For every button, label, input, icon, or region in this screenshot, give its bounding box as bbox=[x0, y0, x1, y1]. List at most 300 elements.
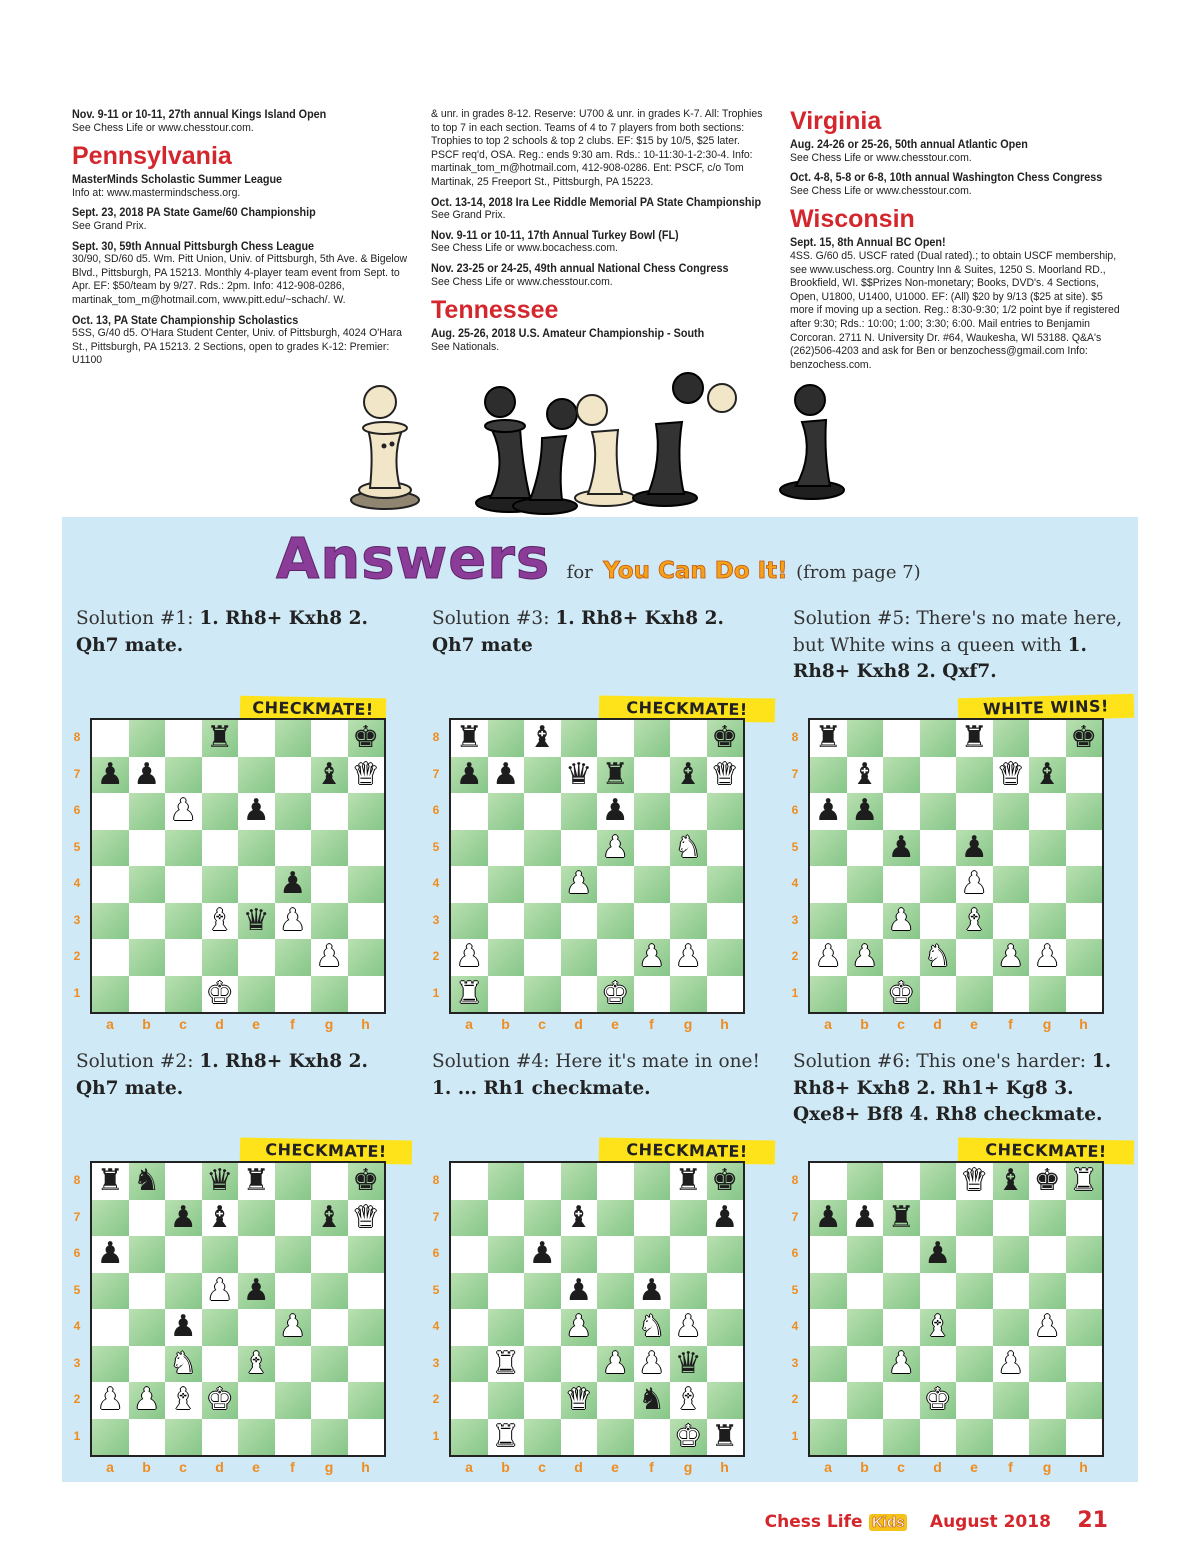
solution-5-text bbox=[793, 606, 1138, 686]
white-rook-icon: ♜ bbox=[492, 1418, 520, 1454]
event-body: See Nationals. bbox=[431, 340, 500, 353]
square-f5 bbox=[993, 830, 1030, 867]
file-label: d bbox=[215, 1016, 224, 1032]
event bbox=[72, 240, 412, 308]
square-d8 bbox=[202, 720, 239, 757]
square-h3 bbox=[348, 903, 385, 940]
square-e8 bbox=[956, 1163, 993, 1200]
square-b3 bbox=[129, 903, 166, 940]
rank-label: 7 bbox=[791, 766, 799, 781]
square-f2 bbox=[275, 939, 312, 976]
square-g1 bbox=[311, 976, 348, 1013]
rank-label: 5 bbox=[432, 1282, 440, 1297]
chess-board-solution-1 bbox=[70, 718, 386, 1040]
square-d8 bbox=[920, 1163, 957, 1200]
square-a5 bbox=[810, 830, 847, 867]
square-g7 bbox=[670, 757, 707, 794]
rank-label: 1 bbox=[432, 1428, 440, 1443]
square-e5 bbox=[597, 830, 634, 867]
file-label: g bbox=[683, 1459, 693, 1475]
board-grid bbox=[808, 718, 1104, 1014]
square-c7 bbox=[524, 1200, 561, 1237]
square-d5 bbox=[202, 1273, 239, 1310]
black-rook-icon: ♜ bbox=[455, 720, 483, 756]
white-rook-icon: ♜ bbox=[492, 1345, 520, 1381]
rank-label: 8 bbox=[432, 1173, 440, 1188]
file-label: c bbox=[897, 1016, 905, 1032]
file-label: f bbox=[1008, 1459, 1013, 1475]
black-bishop-icon: ♝ bbox=[565, 1199, 593, 1235]
black-pawn-right bbox=[633, 373, 736, 506]
square-b8 bbox=[488, 720, 525, 757]
square-f7 bbox=[993, 1200, 1030, 1237]
solution-moves: 1. ... Rh1 checkmate. bbox=[432, 1077, 651, 1099]
square-e6 bbox=[597, 1236, 634, 1273]
solution-label: Solution #1: bbox=[76, 608, 194, 629]
rank-label: 5 bbox=[791, 839, 799, 854]
square-e5 bbox=[238, 1273, 275, 1310]
black-pawn-icon: ♟ bbox=[133, 756, 161, 792]
square-h1 bbox=[348, 1419, 385, 1456]
square-h7 bbox=[1066, 1200, 1103, 1237]
event-body: See Chess Life or www.chesstour.com. bbox=[790, 184, 972, 197]
square-e6 bbox=[238, 793, 275, 830]
square-h7 bbox=[348, 1200, 385, 1237]
square-e7 bbox=[956, 1200, 993, 1237]
square-c3 bbox=[165, 1346, 202, 1383]
white-pawn-icon: ♟ bbox=[133, 1382, 161, 1418]
rank-label: 2 bbox=[432, 1392, 440, 1407]
square-f5 bbox=[275, 1273, 312, 1310]
checkmate-banner: CHECKMATE! bbox=[599, 695, 775, 722]
file-label: d bbox=[933, 1459, 942, 1475]
black-bishop-icon: ♝ bbox=[315, 1199, 343, 1235]
event bbox=[431, 327, 771, 354]
white-pawn-icon: ♟ bbox=[674, 939, 702, 975]
black-king-icon: ♚ bbox=[711, 720, 739, 756]
rank-label: 7 bbox=[791, 1209, 799, 1224]
square-a8 bbox=[810, 720, 847, 757]
event-body: See Chess Life or www.chesstour.com. bbox=[431, 275, 613, 288]
square-h1 bbox=[707, 976, 744, 1013]
file-label: c bbox=[538, 1016, 546, 1032]
black-pawn-icon: ♟ bbox=[960, 829, 988, 865]
square-f3 bbox=[993, 1346, 1030, 1383]
solution-label: Solution #3: bbox=[432, 608, 550, 629]
rank-label: 6 bbox=[432, 1246, 440, 1261]
black-pawn-icon: ♟ bbox=[851, 1199, 879, 1235]
black-rook-icon: ♜ bbox=[814, 720, 842, 756]
event-head: Nov. 9-11 or 10-11, 17th Annual Turkey Bowl (FL) bbox=[431, 227, 679, 242]
square-a5 bbox=[810, 1273, 847, 1310]
square-h2 bbox=[348, 939, 385, 976]
black-pawn-icon: ♟ bbox=[279, 866, 307, 902]
square-a7 bbox=[451, 757, 488, 794]
square-g5 bbox=[670, 1273, 707, 1310]
square-d2 bbox=[920, 939, 957, 976]
event bbox=[431, 196, 771, 223]
black-bishop-icon: ♝ bbox=[315, 756, 343, 792]
square-e2 bbox=[597, 1382, 634, 1419]
square-d4 bbox=[561, 1309, 598, 1346]
listings-col2 bbox=[431, 108, 771, 360]
square-c6 bbox=[524, 1236, 561, 1273]
square-f6 bbox=[993, 793, 1030, 830]
event bbox=[72, 206, 412, 233]
checkmate-banner: CHECKMATE! bbox=[240, 696, 386, 723]
file-label: b bbox=[860, 1459, 869, 1475]
square-a6 bbox=[810, 793, 847, 830]
square-a3 bbox=[92, 1346, 129, 1383]
square-f2 bbox=[993, 1382, 1030, 1419]
square-c6 bbox=[524, 793, 561, 830]
square-c8 bbox=[524, 720, 561, 757]
square-c4 bbox=[524, 1309, 561, 1346]
square-e1 bbox=[238, 1419, 275, 1456]
square-a4 bbox=[451, 1309, 488, 1346]
square-a4 bbox=[451, 866, 488, 903]
square-c5 bbox=[524, 830, 561, 867]
solution-label: Solution #4: bbox=[432, 1051, 550, 1072]
black-pawn-icon: ♟ bbox=[851, 793, 879, 829]
answers-from-page: (from page 7) bbox=[796, 562, 921, 583]
square-a6 bbox=[92, 1236, 129, 1273]
listings-col1 bbox=[72, 108, 412, 374]
file-label: c bbox=[179, 1459, 187, 1475]
square-c3 bbox=[165, 903, 202, 940]
square-e3 bbox=[956, 1346, 993, 1383]
white-pawn-icon: ♟ bbox=[1033, 939, 1061, 975]
square-e6 bbox=[597, 793, 634, 830]
state-heading-wisconsin: Wisconsin bbox=[790, 205, 915, 234]
black-pawn-icon: ♟ bbox=[455, 756, 483, 792]
event-head: Sept. 15, 8th Annual BC Open! bbox=[790, 235, 946, 250]
white-king-icon: ♚ bbox=[206, 1382, 234, 1418]
rank-label: 1 bbox=[73, 985, 81, 1000]
rank-label: 4 bbox=[73, 876, 81, 891]
square-c8 bbox=[883, 720, 920, 757]
cream-pawn-character bbox=[351, 386, 419, 509]
square-b5 bbox=[129, 1273, 166, 1310]
square-d3 bbox=[920, 903, 957, 940]
board-grid bbox=[90, 718, 386, 1014]
square-g1 bbox=[670, 1419, 707, 1456]
square-g8 bbox=[1029, 720, 1066, 757]
square-b5 bbox=[847, 830, 884, 867]
square-e4 bbox=[956, 1309, 993, 1346]
square-g8 bbox=[311, 1163, 348, 1200]
black-pawn-icon: ♟ bbox=[924, 1236, 952, 1272]
rank-label: 5 bbox=[73, 1282, 81, 1297]
event-continued bbox=[431, 108, 771, 190]
white-king-icon: ♚ bbox=[887, 975, 915, 1011]
square-d4 bbox=[202, 866, 239, 903]
square-g8 bbox=[670, 1163, 707, 1200]
square-e2 bbox=[597, 939, 634, 976]
square-d4 bbox=[920, 866, 957, 903]
file-label: a bbox=[106, 1016, 114, 1032]
square-g5 bbox=[670, 830, 707, 867]
black-rook-icon: ♜ bbox=[711, 1418, 739, 1454]
square-b2 bbox=[847, 939, 884, 976]
file-label: e bbox=[611, 1459, 619, 1475]
rank-label: 1 bbox=[791, 985, 799, 1000]
square-f8 bbox=[275, 720, 312, 757]
square-c8 bbox=[883, 1163, 920, 1200]
square-h7 bbox=[707, 1200, 744, 1237]
rank-label: 2 bbox=[791, 1392, 799, 1407]
square-a1 bbox=[810, 976, 847, 1013]
square-g5 bbox=[1029, 830, 1066, 867]
file-label: f bbox=[649, 1016, 654, 1032]
square-f1 bbox=[275, 976, 312, 1013]
white-pawn-icon: ♟ bbox=[997, 939, 1025, 975]
black-rook-icon: ♜ bbox=[206, 720, 234, 756]
white-pawn-icon: ♟ bbox=[960, 866, 988, 902]
solution-label: Solution #5: bbox=[793, 608, 911, 629]
rank-label: 4 bbox=[791, 1319, 799, 1334]
black-pawn-icon: ♟ bbox=[565, 1272, 593, 1308]
white-knight-icon: ♞ bbox=[674, 829, 702, 865]
square-d3 bbox=[202, 1346, 239, 1383]
square-h5 bbox=[348, 830, 385, 867]
square-h4 bbox=[1066, 1309, 1103, 1346]
rank-label: 1 bbox=[73, 1428, 81, 1443]
square-h8 bbox=[1066, 720, 1103, 757]
square-c2 bbox=[524, 939, 561, 976]
square-a8 bbox=[451, 1163, 488, 1200]
square-d1 bbox=[561, 976, 598, 1013]
file-label: h bbox=[361, 1016, 370, 1032]
white-bishop-icon: ♝ bbox=[242, 1345, 270, 1381]
black-pawn-icon: ♟ bbox=[169, 1309, 197, 1345]
square-h7 bbox=[348, 757, 385, 794]
solution-moves: 1. Rh8+ Kxh8 2. Qh7 mate. bbox=[76, 608, 368, 656]
square-d7 bbox=[561, 1200, 598, 1237]
square-g6 bbox=[670, 1236, 707, 1273]
white-knight-icon: ♞ bbox=[169, 1345, 197, 1381]
white-pawn-icon: ♟ bbox=[887, 1345, 915, 1381]
square-d1 bbox=[920, 976, 957, 1013]
state-heading-virginia: Virginia bbox=[790, 107, 882, 135]
square-h3 bbox=[707, 1346, 744, 1383]
square-f1 bbox=[634, 1419, 671, 1456]
square-b6 bbox=[488, 1236, 525, 1273]
square-b7 bbox=[488, 757, 525, 794]
square-b8 bbox=[847, 1163, 884, 1200]
white-king-icon: ♚ bbox=[924, 1382, 952, 1418]
square-c7 bbox=[165, 1200, 202, 1237]
square-a5 bbox=[92, 1273, 129, 1310]
chess-board-solution-6 bbox=[788, 1161, 1104, 1483]
square-d1 bbox=[920, 1419, 957, 1456]
square-d2 bbox=[202, 1382, 239, 1419]
square-c3 bbox=[883, 1346, 920, 1383]
square-c1 bbox=[524, 1419, 561, 1456]
board-grid bbox=[90, 1161, 386, 1457]
event-body: Info at: www.mastermindschess.org. bbox=[72, 186, 241, 199]
square-h3 bbox=[707, 903, 744, 940]
white-king-icon: ♚ bbox=[206, 975, 234, 1011]
square-g7 bbox=[1029, 1200, 1066, 1237]
square-g4 bbox=[311, 1309, 348, 1346]
white-queen-icon: ♛ bbox=[565, 1382, 593, 1418]
black-pawn-icon: ♟ bbox=[242, 1272, 270, 1308]
black-pawn-icon: ♟ bbox=[96, 1236, 124, 1272]
square-a2 bbox=[810, 1382, 847, 1419]
square-h5 bbox=[1066, 830, 1103, 867]
rank-label: 5 bbox=[432, 839, 440, 854]
file-label: h bbox=[1079, 1459, 1088, 1475]
white-bishop-icon: ♝ bbox=[169, 1382, 197, 1418]
rank-label: 2 bbox=[73, 1392, 81, 1407]
rank-label: 7 bbox=[73, 1209, 81, 1224]
square-c8 bbox=[165, 1163, 202, 1200]
square-b4 bbox=[488, 866, 525, 903]
rank-label: 8 bbox=[791, 1173, 799, 1188]
square-g1 bbox=[1029, 1419, 1066, 1456]
square-a1 bbox=[92, 976, 129, 1013]
state-heading-tennessee: Tennessee bbox=[431, 296, 559, 325]
event-head: Aug. 24-26 or 25-26, 50th annual Atlantic Open bbox=[790, 137, 1028, 151]
event bbox=[790, 236, 1130, 372]
rank-label: 7 bbox=[73, 766, 81, 781]
square-a7 bbox=[810, 757, 847, 794]
square-d6 bbox=[920, 793, 957, 830]
cartoon-pawns-illustration bbox=[330, 368, 850, 516]
square-h7 bbox=[707, 757, 744, 794]
black-bishop-icon: ♝ bbox=[1033, 756, 1061, 792]
square-f1 bbox=[275, 1419, 312, 1456]
square-g8 bbox=[311, 720, 348, 757]
chess-board-solution-2 bbox=[70, 1161, 386, 1483]
file-label: d bbox=[933, 1016, 942, 1032]
square-d5 bbox=[561, 1273, 598, 1310]
square-e3 bbox=[597, 1346, 634, 1383]
square-b2 bbox=[129, 939, 166, 976]
square-e5 bbox=[238, 830, 275, 867]
black-rook-icon: ♜ bbox=[242, 1163, 270, 1199]
rank-label: 1 bbox=[432, 985, 440, 1000]
square-c1 bbox=[165, 976, 202, 1013]
square-g3 bbox=[311, 1346, 348, 1383]
square-a1 bbox=[451, 976, 488, 1013]
square-e4 bbox=[597, 1309, 634, 1346]
file-label: d bbox=[574, 1016, 583, 1032]
square-c1 bbox=[524, 976, 561, 1013]
white-pawn-icon: ♟ bbox=[851, 939, 879, 975]
square-d7 bbox=[920, 757, 957, 794]
file-label: c bbox=[538, 1459, 546, 1475]
square-e7 bbox=[238, 757, 275, 794]
black-knight-icon: ♞ bbox=[638, 1382, 666, 1418]
square-h1 bbox=[348, 976, 385, 1013]
square-g5 bbox=[311, 830, 348, 867]
square-f6 bbox=[634, 793, 671, 830]
square-e1 bbox=[597, 976, 634, 1013]
square-f7 bbox=[993, 757, 1030, 794]
square-f3 bbox=[275, 903, 312, 940]
black-king-icon: ♚ bbox=[1070, 720, 1098, 756]
solution-6-text bbox=[793, 1049, 1123, 1129]
square-d2 bbox=[561, 1382, 598, 1419]
event-body: See Chess Life or www.chesstour.com. bbox=[72, 121, 254, 134]
square-f5 bbox=[634, 830, 671, 867]
square-d3 bbox=[202, 903, 239, 940]
square-b5 bbox=[488, 1273, 525, 1310]
rank-label: 7 bbox=[432, 1209, 440, 1224]
square-h1 bbox=[1066, 1419, 1103, 1456]
black-pawn-icon: ♟ bbox=[492, 756, 520, 792]
square-e5 bbox=[956, 830, 993, 867]
square-e1 bbox=[956, 1419, 993, 1456]
square-h4 bbox=[348, 866, 385, 903]
black-pawn-icon: ♟ bbox=[638, 1272, 666, 1308]
square-a2 bbox=[451, 939, 488, 976]
square-f7 bbox=[634, 1200, 671, 1237]
black-king-icon: ♚ bbox=[352, 720, 380, 756]
square-g6 bbox=[311, 793, 348, 830]
square-e6 bbox=[238, 1236, 275, 1273]
square-e8 bbox=[597, 1163, 634, 1200]
rank-label: 2 bbox=[73, 949, 81, 964]
square-a2 bbox=[92, 1382, 129, 1419]
square-b8 bbox=[129, 720, 166, 757]
file-label: h bbox=[1079, 1016, 1088, 1032]
square-f3 bbox=[993, 903, 1030, 940]
square-g7 bbox=[311, 1200, 348, 1237]
square-a3 bbox=[451, 903, 488, 940]
white-king-icon: ♚ bbox=[601, 975, 629, 1011]
rank-label: 3 bbox=[73, 1355, 81, 1370]
square-a6 bbox=[451, 793, 488, 830]
rank-label: 3 bbox=[73, 912, 81, 927]
square-a7 bbox=[92, 757, 129, 794]
square-d4 bbox=[202, 1309, 239, 1346]
square-f5 bbox=[634, 1273, 671, 1310]
white-pawn-icon: ♟ bbox=[455, 939, 483, 975]
square-f6 bbox=[275, 793, 312, 830]
square-d4 bbox=[920, 1309, 957, 1346]
square-f3 bbox=[634, 903, 671, 940]
file-label: c bbox=[897, 1459, 905, 1475]
event-head: Oct. 13, PA State Championship Scholastics bbox=[72, 312, 299, 327]
square-g2 bbox=[311, 939, 348, 976]
square-b1 bbox=[847, 976, 884, 1013]
square-g3 bbox=[1029, 903, 1066, 940]
square-h6 bbox=[1066, 1236, 1103, 1273]
square-b7 bbox=[847, 757, 884, 794]
square-c7 bbox=[883, 757, 920, 794]
square-d5 bbox=[561, 830, 598, 867]
square-f2 bbox=[275, 1382, 312, 1419]
square-a7 bbox=[451, 1200, 488, 1237]
square-h4 bbox=[348, 1309, 385, 1346]
event-head: Sept. 30, 59th Annual Pittsburgh Chess League bbox=[72, 238, 315, 253]
black-pawn-far-right bbox=[780, 385, 844, 499]
square-f6 bbox=[993, 1236, 1030, 1273]
square-b5 bbox=[847, 1273, 884, 1310]
square-d7 bbox=[561, 757, 598, 794]
square-e5 bbox=[956, 1273, 993, 1310]
square-g6 bbox=[670, 793, 707, 830]
square-h4 bbox=[707, 1309, 744, 1346]
square-g1 bbox=[311, 1419, 348, 1456]
file-label: g bbox=[324, 1016, 334, 1032]
white-queen-icon: ♛ bbox=[960, 1163, 988, 1199]
square-c6 bbox=[165, 793, 202, 830]
square-a6 bbox=[810, 1236, 847, 1273]
